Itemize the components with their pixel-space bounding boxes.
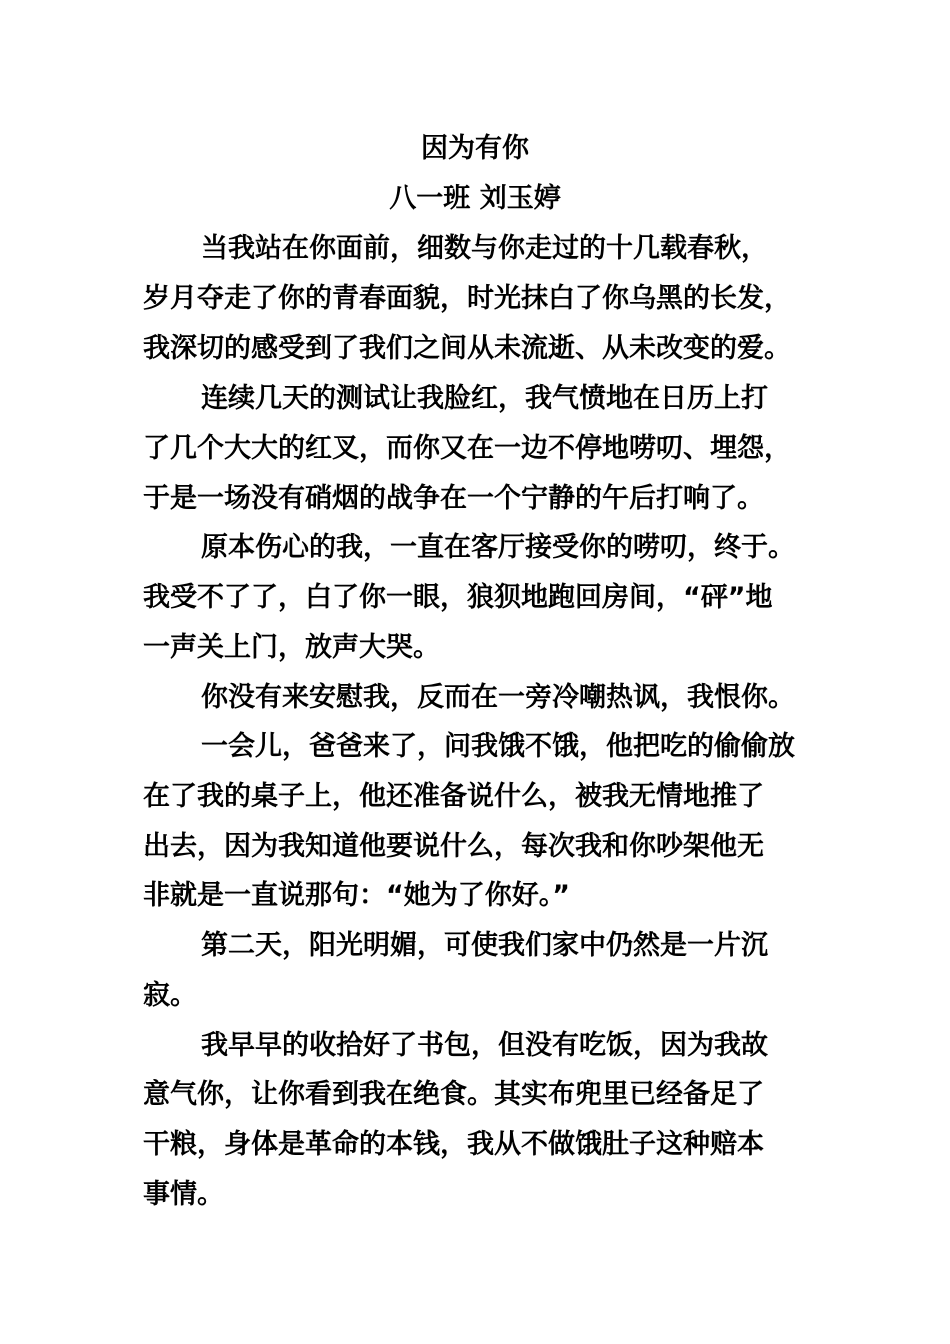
text-line: 了几个大大的红叉，而你又在一边不停地唠叨、埋怨，: [143, 433, 791, 464]
text-line: 一声关上门，放声大哭。: [143, 632, 440, 663]
text-line: 一会儿，爸爸来了，问我饿不饿，他把吃的偷偷放: [201, 731, 795, 762]
text-line: 我早早的收拾好了书包，但没有吃饭，因为我故: [201, 1030, 768, 1061]
text-line: 当我站在你面前，细数与你走过的十几载春秋，: [201, 233, 768, 264]
text-line: 在了我的桌子上，他还准备说什么，被我无情地推了: [143, 781, 764, 812]
text-line: 事情。: [143, 1179, 224, 1210]
text-line: 你没有来安慰我，反而在一旁冷嘲热讽，我恨你。: [201, 682, 795, 713]
author-byline: 八一班 刘玉婷: [389, 183, 561, 214]
text-line: 意气你，让你看到我在绝食。其实布兜里已经备足了: [143, 1079, 764, 1110]
text-line: 于是一场没有硝烟的战争在一个宁静的午后打响了。: [143, 483, 764, 514]
text-line: 第二天，阳光明媚，可使我们家中仍然是一片沉: [201, 930, 768, 961]
text-line: 连续几天的测试让我脸红，我气愤地在日历上打: [201, 383, 768, 414]
text-line: 寂。: [143, 980, 197, 1011]
text-line: 岁月夺走了你的青春面貌，时光抹白了你乌黑的长发，: [143, 283, 791, 314]
text-line: 我深切的感受到了我们之间从未流逝、从未改变的爱。: [143, 333, 791, 364]
text-line: 非就是一直说那句：“她为了你好。”: [143, 880, 570, 911]
text-line: 原本伤心的我，一直在客厅接受你的唠叨，终于。: [201, 532, 795, 563]
essay-title: 因为有你: [421, 133, 529, 164]
text-line: 出去，因为我知道他要说什么，每次我和你吵架他无: [143, 831, 764, 862]
text-line: 我受不了了，白了你一眼，狼狈地跑回房间，“砰”地: [143, 582, 773, 613]
text-line: 干粮，身体是革命的本钱，我从不做饿肚子这种赔本: [143, 1129, 764, 1160]
